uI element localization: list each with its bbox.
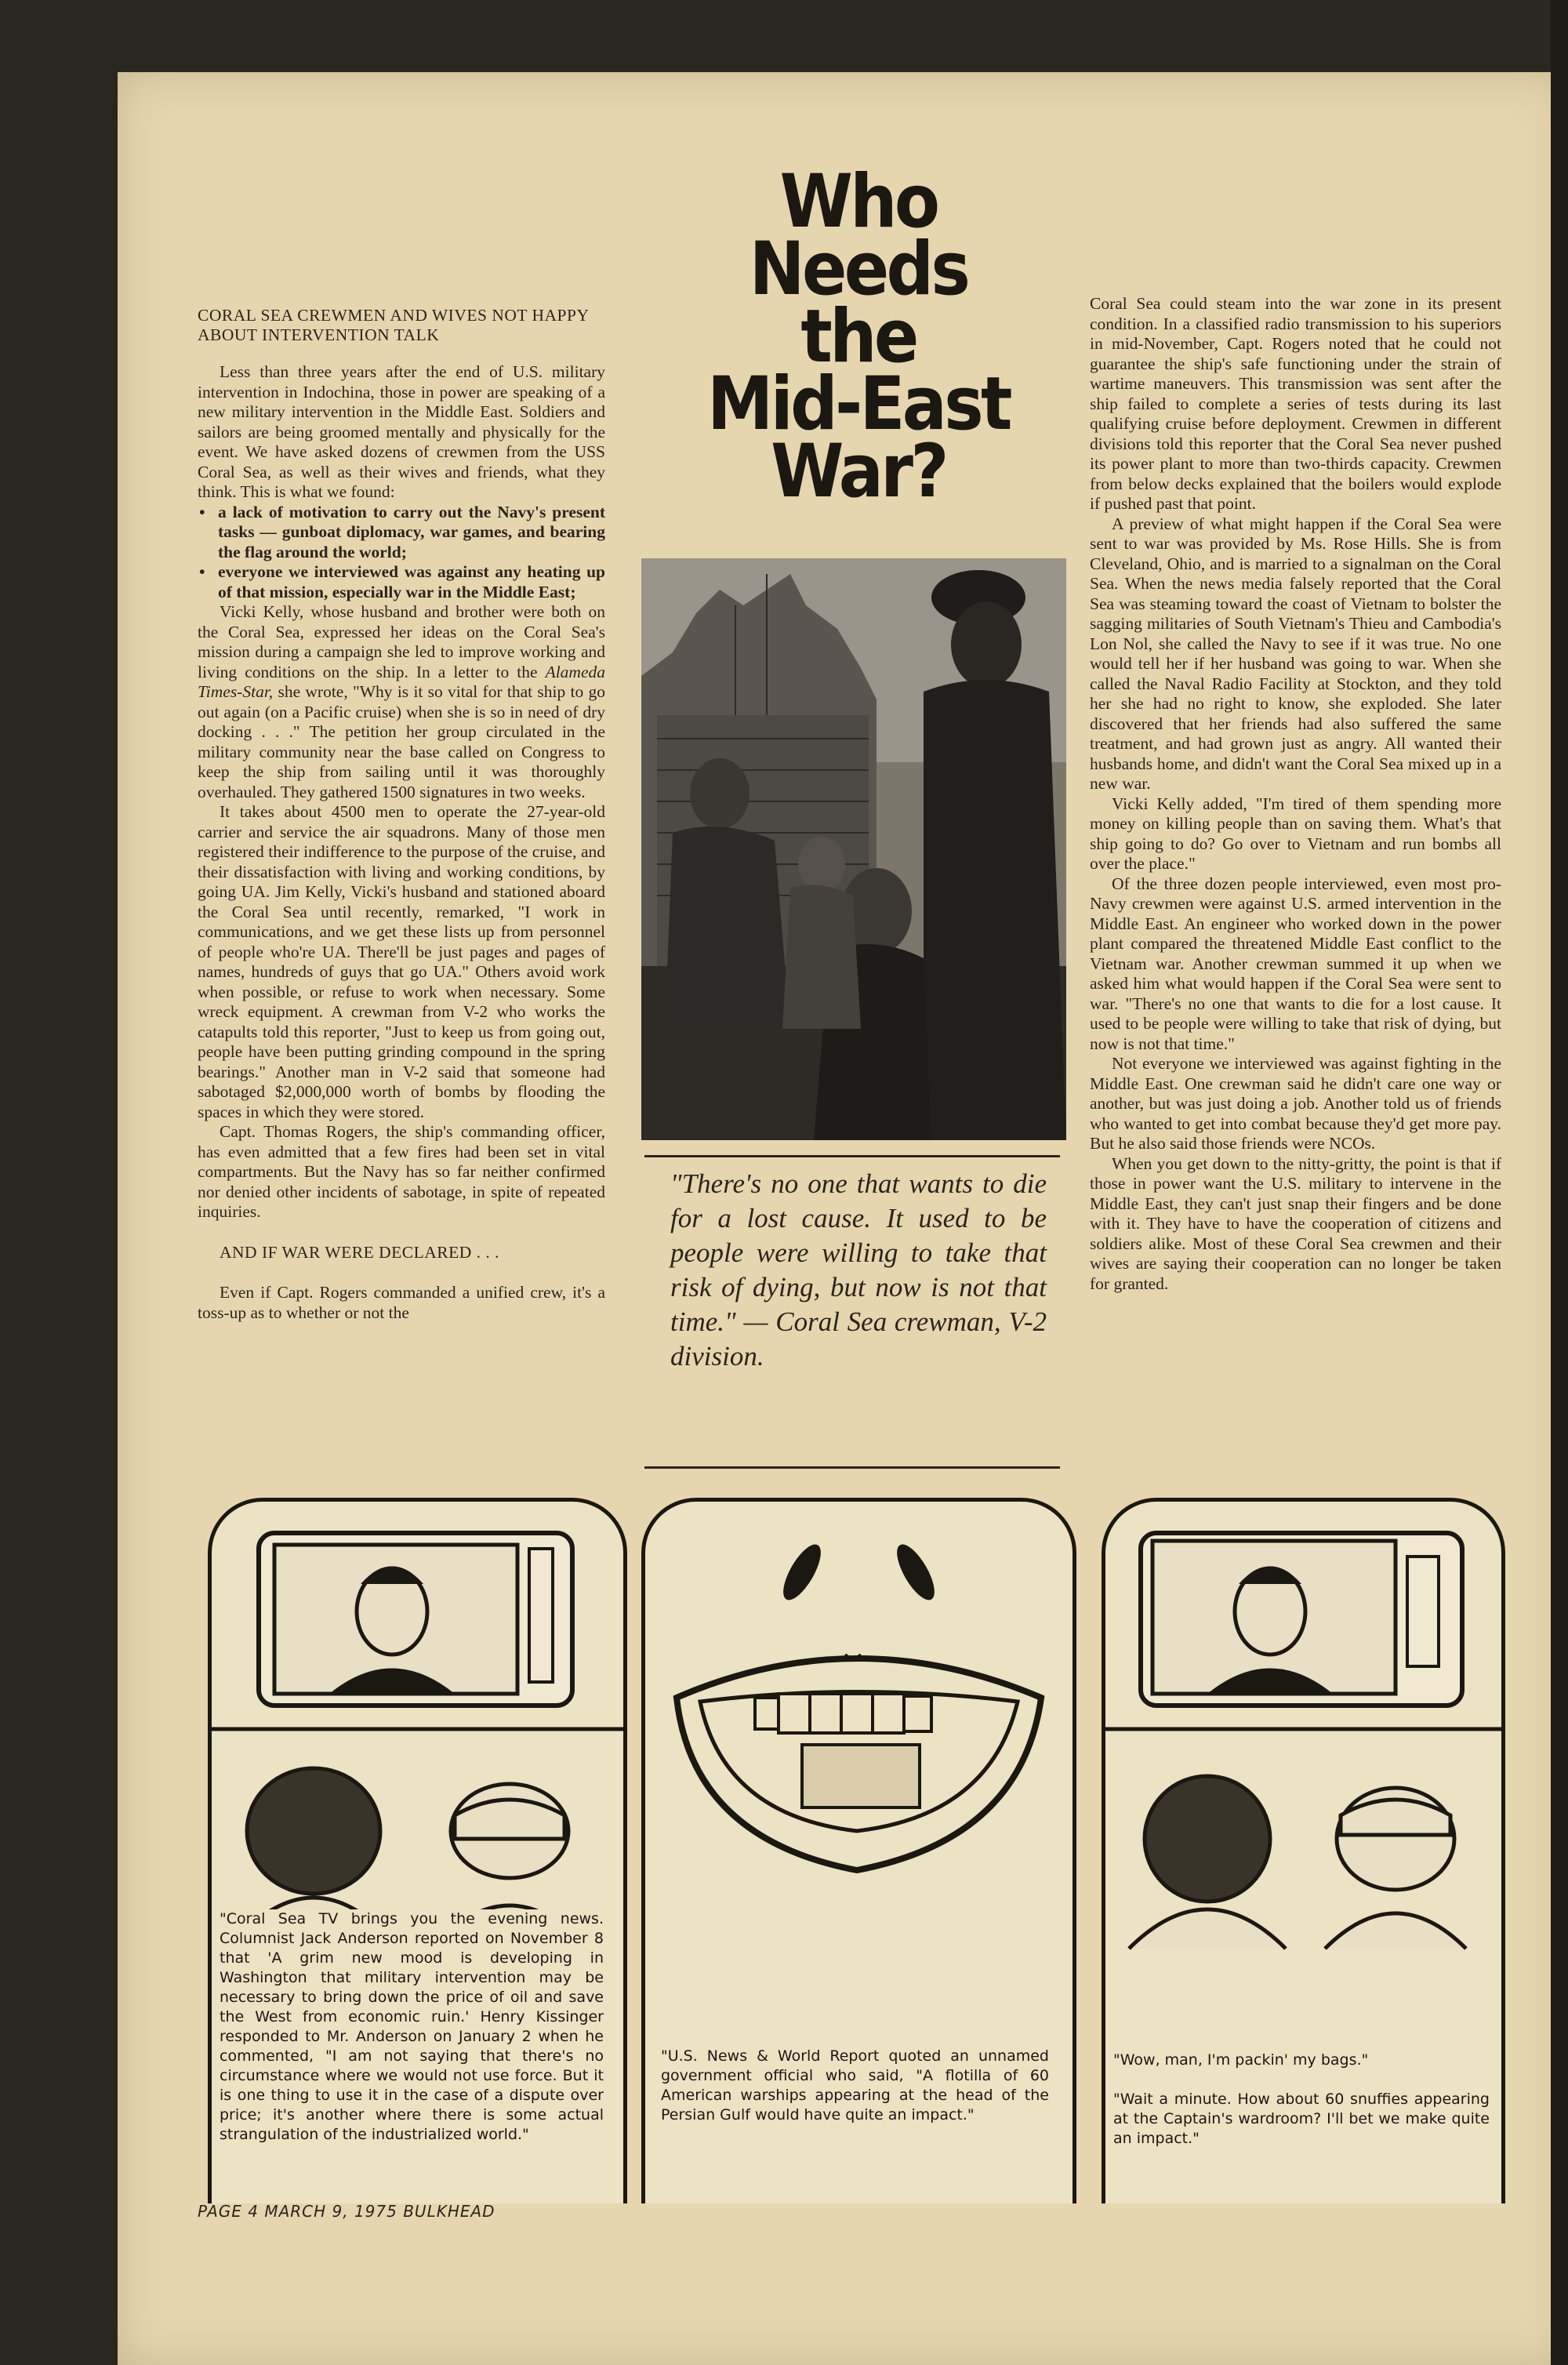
paragraph: It takes about 4500 men to operate the 27-year-old carrier and service the air squadrons. Many of those men registered their indifference to the purpose of the cruise, and their dissatisfaction with living and working conditions, by going UA. Jim Kelly, Vicki's husband and stationed aboard the Coral Sea until recently, remarked, "I work in communications, and we get these lists up from personnel of people who're UA. There'll be just pages and pages of names, hundreds of guys that go UA." Others avoid work when possible, or refuse to work when necessary. Some wreck equipment. A crewman from V-2 who works the catapults told this reporter, "Just to keep us from going out, people have been putting grinding compound in the spring bearings." Another man in V-2 said that someone had sabotaged $2,000,000 worth of bombs by flooding the spaces in which they were stored. <box>198 802 605 1121</box>
paragraph: Coral Sea could steam into the war zone in its present condition. In a classified radio transmission to his superiors in mid-November, Capt. Rogers noted that he could not guarantee the ship's safe functioning under the strain of wartime maneuvers. This transmission was sent after the ship failed to complete a series of tests during its last qualifying cruise before deployment. Crewmen in different divisions told this reporter that the Coral Sea never pushed its power plant to more than two-thirds capacity. Crewmen from below decks explained that the boilers would explode if pushed past that point. <box>1090 294 1501 513</box>
paragraph: Vicki Kelly added, "I'm tired of them spending more money on killing people than on saving them. What's that ship going to do? Go over to Vietnam and run bombs all over the place." <box>1090 794 1501 873</box>
tv-viewers-drawing <box>1105 1502 1501 2035</box>
list-item: • a lack of motivation to carry out the Navy's present tasks — gunboat diplomacy, war games, and bearing the flag around the world; <box>218 503 605 563</box>
paragraph: Of the three dozen people interviewed, even most pro-Navy crewmen were against U.S. armed intervention in the Middle East. An engineer who worked down in the power plant compared the threatened Middle East conflict to the Vietnam war. Another crewman summed it up when we asked him what would happen if the Coral Sea were sent to war. "There's no one that wants to die for a lost cause. It used to be people were willing to take that risk of dying, but now is not that time." <box>1090 874 1501 1053</box>
cartoon-panel-3 <box>1102 1498 1505 2203</box>
panel-1-caption: "Coral Sea TV brings you the evening news. Columnist Jack Anderson reported on November 8 that 'A grim new mood is developing in Washington that military intervention may be necessary to bring down the price of oil and save the West from economic ruin.' Henry Kissinger responded to Mr. Anderson on January 2 when he commented, "I am not saying that there's no circumstance where we would not use force. But it is one thing to use it in the case of a dispute over price; it's another where there is some actual strangulation of the industrialized world." <box>220 1910 604 2143</box>
panel-2-caption: "U.S. News & World Report quoted an unnamed government official who said, "A flotilla of 60 American warships appearing at the head of the Persian Gulf would have quite an impact." <box>661 2047 1049 2123</box>
pullquote-rule-top <box>644 1155 1060 1157</box>
list-item: • everyone we interviewed was against any heating up of that mission, especially war in the Middle East; <box>218 562 605 602</box>
main-headline: Who Needs the Mid-East War? <box>707 159 1010 514</box>
page-footer: PAGE 4 MARCH 9, 1975 BULKHEAD <box>198 2202 495 2221</box>
tv-news-drawing <box>212 1502 623 1972</box>
paragraph: Even if Capt. Rogers commanded a unified crew, it's a toss-up as to whether or not the <box>198 1283 605 1322</box>
pullquote-rule-bottom <box>644 1466 1060 1469</box>
paragraph: Not everyone we interviewed was against fighting in the Middle East. One crewman said he didn't care one way or another, but was just doing a job. Another told us of friends who wanted to get into combat because they'd get more pay. But he also said those friends were NCOs. <box>1090 1054 1501 1153</box>
paragraph: When you get down to the nitty-gritty, the point is that if those in power want the U.S. military to intervene in the Middle East, they can't just snap their fingers and be done with it. They have to have the cooperation of citizens and soldiers alike. Most of these Coral Sea crewmen and their wives are saying their cooperation can no longer be taken for granted. <box>1090 1153 1501 1293</box>
paragraph: Less than three years after the end of U.S. military intervention in Indochina, those in power are speaking of a new military intervention in the Middle East. Soldiers and sailors are being groomed mentally and physically for the event. We have asked dozens of crewmen from the USS Coral Sea, as well as their wives and friends, what they think. This is what we found: <box>198 362 605 501</box>
cartoon-panel-2 <box>641 1498 1076 2203</box>
cartoon-panel-1 <box>208 1498 627 2203</box>
newspaper-name: Alameda Times-Star, <box>198 662 605 701</box>
section-subhead: AND IF WAR WERE DECLARED . . . <box>220 1242 500 1262</box>
page-edge <box>1551 0 1568 2365</box>
panel-3-caption-1: "Wow, man, I'm packin' my bags." <box>1113 2051 1490 2070</box>
paragraph: Vicki Kelly, whose husband and brother were both on the Coral Sea, expressed her ideas on the Coral Sea's mission during a campaign she led to improve working and living conditions on the ship. In a letter to the Alameda Times-Star, she wrote, "Why is it so vital for that ship to go out again (on a Pacific cruise) when she is so in need of dry docking . . ." The petition her group circulated in the military community near the base called on Congress to keep the ship from sailing until it was thoroughly overhauled. They gathered 1500 signatures in two weeks. <box>198 602 605 801</box>
article-column-1 <box>198 362 605 1323</box>
panel-3-caption-2: "Wait a minute. How about 60 snuffies appearing at the Captain's wardroom? I'll bet we make quite an impact." <box>1113 2091 1490 2147</box>
photo-illustration <box>641 558 1066 1140</box>
paragraph: Capt. Thomas Rogers, the ship's commanding officer, has even admitted that a few fires had been set in vital compartments. But the Navy has so far neither confirmed nor denied other incidents of sabotage, in spite of repeated inquiries. <box>198 1122 605 1221</box>
paragraph: A preview of what might happen if the Coral Sea were sent to war was provided by Ms. Rose Hills. She is from Cleveland, Ohio, and is married to a signalman on the Coral Sea. When the news media falsely reported that the Coral Sea was steaming toward the coast of Vietnam to bolster the sagging militaries of South Vietnam's Thieu and Cambodia's Lon Nol, she called the Navy to see if it was true. No one would tell her if her husband was going to war. When she called the Naval Radio Facility at Stockton, and they told her she had no right to know, she exploded. She later discovered that her friends had also suffered the same treatment, and had grown just as angry. All wanted their husbands home, and didn't want the Coral Sea mixed up in a new war. <box>1090 514 1501 793</box>
photo-carrier-and-families <box>641 558 1066 1140</box>
findings-list <box>198 503 605 603</box>
pull-quote: "There's no one that wants to die for a lost cause. It used to be people were willing to take that risk of dying, but now is not that time." — Coral Sea crewman, V-2 division. <box>670 1168 1047 1371</box>
article-column-3 <box>1090 294 1501 1294</box>
kicker-headline: CORAL SEA CREWMEN AND WIVES NOT HAPPY ABOUT INTERVENTION TALK <box>198 306 589 344</box>
grinning-face-drawing <box>645 1502 1073 2011</box>
